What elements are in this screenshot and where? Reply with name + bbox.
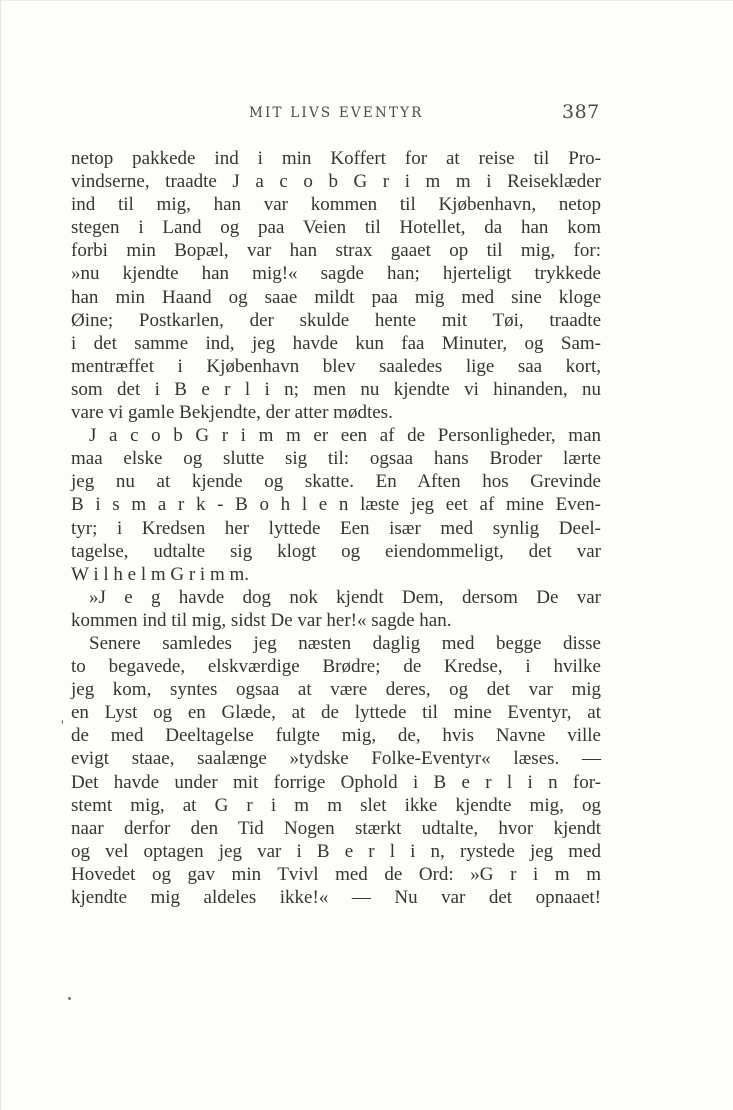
text-line: forbi min Bopæl, var han strax gaaet op til mig, for:	[71, 240, 601, 262]
text-line: Øine; Postkarlen, der skulde hente mit Tøi, traadte	[71, 309, 601, 331]
text-line: kommen ind til mig, sidst De var her!« sagde han.	[71, 609, 452, 631]
text-line: J a c o b G r i m m er een af de Personligheder, man	[89, 425, 601, 447]
text-line: naar derfor den Tid Nogen stærkt udtalte, hvor kjendt	[71, 817, 601, 839]
text-line: to begavede, elskværdige Brødre; de Kredse, i hvilke	[71, 656, 601, 678]
text-line: Hovedet og gav min Tvivl med de Ord: »G r i m m	[71, 863, 601, 885]
text-line: en Lyst og en Glæde, at de lyttede til mine Eventyr, at	[71, 702, 601, 724]
running-title: MIT LIVS EVENTYR	[249, 105, 424, 121]
text-line: vare vi gamle Bekjendte, der atter mødtes.	[71, 402, 393, 424]
text-line: som det i B e r l i n; men nu kjendte vi hinanden, nu	[71, 378, 601, 400]
text-line: og vel optagen jeg var i B e r l i n, rystede jeg med	[71, 840, 601, 862]
text-line: mentræffet i Kjøbenhavn blev saaledes lige saa kort,	[71, 355, 601, 377]
text-line: maa elske og slutte sig til: ogsaa hans Broder lærte	[71, 448, 601, 470]
text-line: evigt staae, saalænge »tydske Folke-Eventyr« læses. —	[71, 748, 601, 770]
margin-tick-mark: '	[61, 718, 64, 734]
text-line: de med Deeltagelse fulgte mig, de, hvis Navne ville	[71, 725, 601, 747]
text-line: kjendte mig aldeles ikke!« — Nu var det opnaaet!	[71, 887, 601, 908]
text-line: netop pakkede ind i min Koffert for at reise til Pro-	[71, 148, 601, 169]
text-line: tyr; i Kredsen her lyttede Een især med synlig Deel-	[71, 517, 601, 539]
text-line: stegen i Land og paa Veien til Hotellet, da han kom	[71, 217, 601, 239]
text-line: »nu kjendte han mig!« sagde han; hjerteligt trykkede	[71, 263, 601, 285]
text-line: Det havde under mit forrige Ophold i B e r l i n for-	[71, 771, 601, 793]
text-line: stemt mig, at G r i m m slet ikke kjendte mig, og	[71, 794, 601, 816]
text-line: vindserne, traadte J a c o b G r i m m i Reiseklæder	[71, 171, 601, 193]
page-number: 387	[562, 101, 600, 123]
text-line: W i l h e l m G r i m m.	[71, 563, 250, 585]
text-line: »J e g havde dog nok kjendt Dem, dersom De var	[89, 586, 601, 608]
stray-dot-mark	[68, 997, 71, 1000]
text-line: i det samme ind, jeg havde kun faa Minuter, og Sam-	[71, 332, 601, 354]
text-line: B i s m a r k - B o h l e n læste jeg eet af mine Even-	[71, 494, 601, 516]
text-line: jeg kom, syntes ogsaa at være deres, og det var mig	[71, 679, 601, 701]
text-line: jeg nu at kjende og skatte. En Aften hos Grevinde	[71, 471, 601, 493]
body-text	[71, 147, 601, 909]
text-line: han min Haand og saae mildt paa mig med sine kloge	[71, 286, 601, 308]
text-line: ind til mig, han var kommen til Kjøbenhavn, netop	[71, 194, 601, 216]
text-line: Senere samledes jeg næsten daglig med begge disse	[89, 632, 601, 654]
text-line: tagelse, udtalte sig klogt og eiendommeligt, det var	[71, 540, 601, 562]
